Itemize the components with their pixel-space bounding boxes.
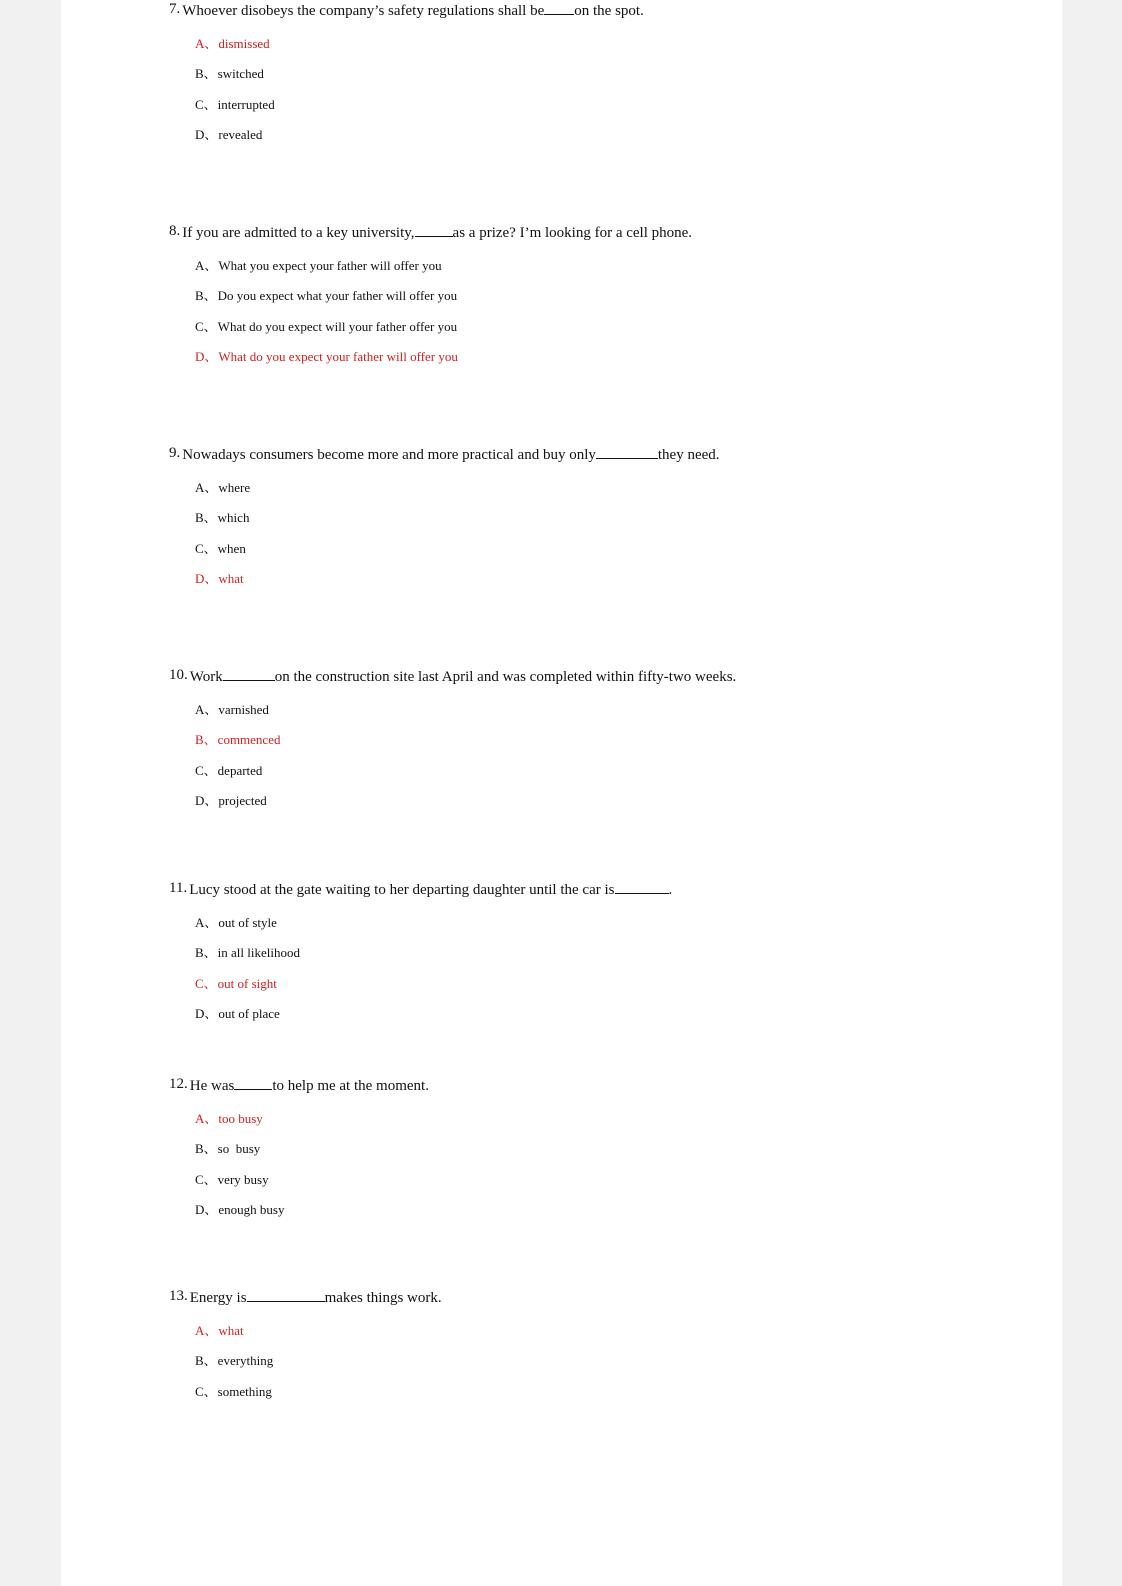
question-text-before: If you are admitted to a key university,: [182, 225, 415, 241]
option: [195, 914, 672, 944]
option-text: which: [217, 510, 250, 526]
option-correct: [195, 731, 736, 761]
option-letter: A: [195, 36, 205, 51]
question-number: 10.: [169, 667, 188, 683]
option-text: interrupted: [217, 96, 275, 112]
question-item: [169, 0, 644, 156]
option-text: so busy: [217, 1141, 261, 1157]
option-letter: B: [195, 288, 204, 304]
option-letter: C: [195, 318, 204, 334]
option-separator: 、: [204, 570, 218, 586]
option-separator: 、: [203, 975, 217, 991]
option-separator: 、: [203, 510, 217, 526]
options-list: [195, 914, 672, 1035]
option-text: departed: [217, 762, 263, 778]
option: [195, 1383, 442, 1413]
option-letter: C: [195, 96, 204, 112]
question-text-after: as a prize? I’m looking for a cell phone.: [452, 225, 693, 241]
option: [195, 257, 692, 287]
option: [195, 1005, 672, 1035]
option-separator: 、: [203, 1353, 217, 1369]
option-text: out of sight: [217, 975, 277, 991]
question-number: 13.: [169, 1288, 188, 1304]
question-text-after: to help me at the moment.: [272, 1078, 429, 1094]
option-text: varnished: [218, 702, 269, 717]
question-stem: [169, 0, 644, 21]
option-letter: C: [195, 1171, 204, 1187]
option-correct: [195, 975, 672, 1005]
question-item: [169, 1075, 429, 1231]
option-separator: 、: [204, 792, 218, 808]
options-list: [195, 35, 644, 156]
question-item: [169, 879, 672, 1035]
question-stem: [169, 222, 692, 243]
option: [195, 479, 720, 509]
question-number: 11.: [169, 880, 188, 896]
option-text: where: [218, 480, 251, 495]
option-separator: 、: [204, 1323, 218, 1338]
question-text-after: on the spot.: [574, 3, 644, 19]
question-item: [169, 222, 692, 378]
option-letter: B: [195, 510, 204, 526]
option-text: switched: [217, 66, 264, 82]
option-letter: A: [195, 258, 205, 273]
option-letter: A: [195, 915, 205, 930]
question-text-after: .: [668, 882, 673, 898]
option: [195, 944, 672, 974]
question-text-after: on the construction site last April and was completed within fifty-two weeks.: [274, 669, 737, 685]
option-letter: A: [195, 1323, 205, 1338]
options-list: [195, 479, 720, 600]
question-stem: [169, 1287, 442, 1308]
answer-blank: [223, 666, 275, 681]
option-text: something: [217, 1383, 272, 1399]
question-text-before: Work: [189, 669, 223, 685]
option-text: What do you expect will your father offer you: [217, 318, 458, 334]
option: [195, 509, 720, 539]
question-text-before: Whoever disobeys the company’s safety regulations shall be: [182, 3, 545, 19]
option-text: in all likelihood: [217, 945, 300, 961]
option-letter: A: [195, 480, 205, 495]
option-letter: D: [195, 792, 205, 808]
option-separator: 、: [204, 348, 218, 364]
option-text: out of place: [218, 1005, 280, 1021]
option-text: projected: [218, 792, 267, 808]
option: [195, 701, 736, 731]
question-text-before: Energy is: [189, 1290, 247, 1306]
option-separator: 、: [204, 702, 218, 717]
option-letter: B: [195, 1141, 204, 1157]
option-separator: 、: [204, 1005, 218, 1021]
option-separator: 、: [204, 480, 218, 495]
option: [195, 96, 644, 126]
question-text-before: Nowadays consumers become more and more practical and buy only: [182, 447, 596, 463]
question-stem: [169, 444, 720, 465]
option-text: What do you expect your father will offer you: [218, 348, 458, 364]
option-text: everything: [217, 1353, 274, 1369]
answer-blank: [234, 1075, 272, 1090]
question-stem: [169, 1075, 429, 1096]
option-separator: 、: [203, 762, 217, 778]
question-stem: [169, 879, 672, 900]
option-separator: 、: [203, 732, 217, 748]
question-text-after: they need.: [657, 447, 720, 463]
option-separator: 、: [204, 36, 218, 51]
option-letter: B: [195, 1353, 204, 1369]
option-separator: 、: [203, 1383, 217, 1399]
option-text: revealed: [218, 126, 263, 142]
question-item: [169, 1287, 442, 1413]
answer-blank: [415, 222, 453, 237]
option: [195, 126, 644, 156]
option: [195, 762, 736, 792]
option-separator: 、: [203, 540, 217, 556]
option: [195, 1352, 442, 1382]
option: [195, 1140, 429, 1170]
option: [195, 540, 720, 570]
option-separator: 、: [203, 318, 217, 334]
option-correct: [195, 1110, 429, 1140]
option-correct: [195, 348, 692, 378]
question-number: 9.: [169, 445, 181, 461]
option: [195, 65, 644, 95]
option-text: dismissed: [218, 36, 270, 51]
option-letter: D: [195, 1005, 205, 1021]
option-text: Do you expect what your father will offer you: [217, 288, 458, 304]
options-list: [195, 257, 692, 378]
option-correct: [195, 570, 720, 600]
option-letter: D: [195, 570, 205, 586]
option-separator: 、: [203, 96, 217, 112]
option: [195, 1201, 429, 1231]
answer-blank: [247, 1287, 325, 1302]
option-text: commenced: [217, 732, 281, 748]
option-letter: D: [195, 348, 205, 364]
document-page: [61, 0, 1062, 1586]
option-text: too busy: [218, 1111, 263, 1126]
question-text-before: Lucy stood at the gate waiting to her departing daughter until the car is: [189, 882, 615, 898]
option-correct: [195, 1322, 442, 1352]
option-letter: B: [195, 66, 204, 82]
question-number: 7.: [169, 1, 181, 17]
option-text: what: [218, 1323, 244, 1338]
option-letter: C: [195, 1383, 204, 1399]
answer-blank: [544, 0, 574, 15]
options-list: [195, 1110, 429, 1231]
option-correct: [195, 35, 644, 65]
option-text: out of style: [218, 915, 277, 930]
option-separator: 、: [203, 1171, 217, 1187]
option-text: enough busy: [218, 1201, 285, 1217]
option: [195, 1171, 429, 1201]
option-separator: 、: [203, 66, 217, 82]
option-letter: A: [195, 1111, 205, 1126]
question-number: 12.: [169, 1076, 188, 1092]
question-text-before: He was: [189, 1078, 235, 1094]
option-letter: C: [195, 540, 204, 556]
option: [195, 318, 692, 348]
question-number: 8.: [169, 223, 181, 239]
option-letter: C: [195, 975, 204, 991]
option-letter: D: [195, 1201, 205, 1217]
option-separator: 、: [204, 258, 218, 273]
question-item: [169, 666, 736, 822]
option-text: very busy: [217, 1171, 269, 1187]
answer-blank: [615, 879, 669, 894]
option-letter: D: [195, 126, 205, 142]
options-list: [195, 1322, 442, 1413]
option-separator: 、: [203, 1141, 217, 1157]
answer-blank: [596, 444, 658, 459]
option-text: What you expect your father will offer you: [218, 258, 442, 273]
option-separator: 、: [204, 1201, 218, 1217]
option-letter: B: [195, 732, 204, 748]
option-separator: 、: [204, 1111, 218, 1126]
option-letter: A: [195, 702, 205, 717]
option-text: when: [217, 540, 246, 556]
option-separator: 、: [203, 945, 217, 961]
option-text: what: [218, 570, 244, 586]
options-list: [195, 701, 736, 822]
option-letter: C: [195, 762, 204, 778]
option: [195, 287, 692, 317]
question-item: [169, 444, 720, 600]
option-letter: B: [195, 945, 204, 961]
option-separator: 、: [204, 915, 218, 930]
question-text-after: makes things work.: [324, 1290, 442, 1306]
question-stem: [169, 666, 736, 687]
option-separator: 、: [204, 126, 218, 142]
option-separator: 、: [203, 288, 217, 304]
option: [195, 792, 736, 822]
